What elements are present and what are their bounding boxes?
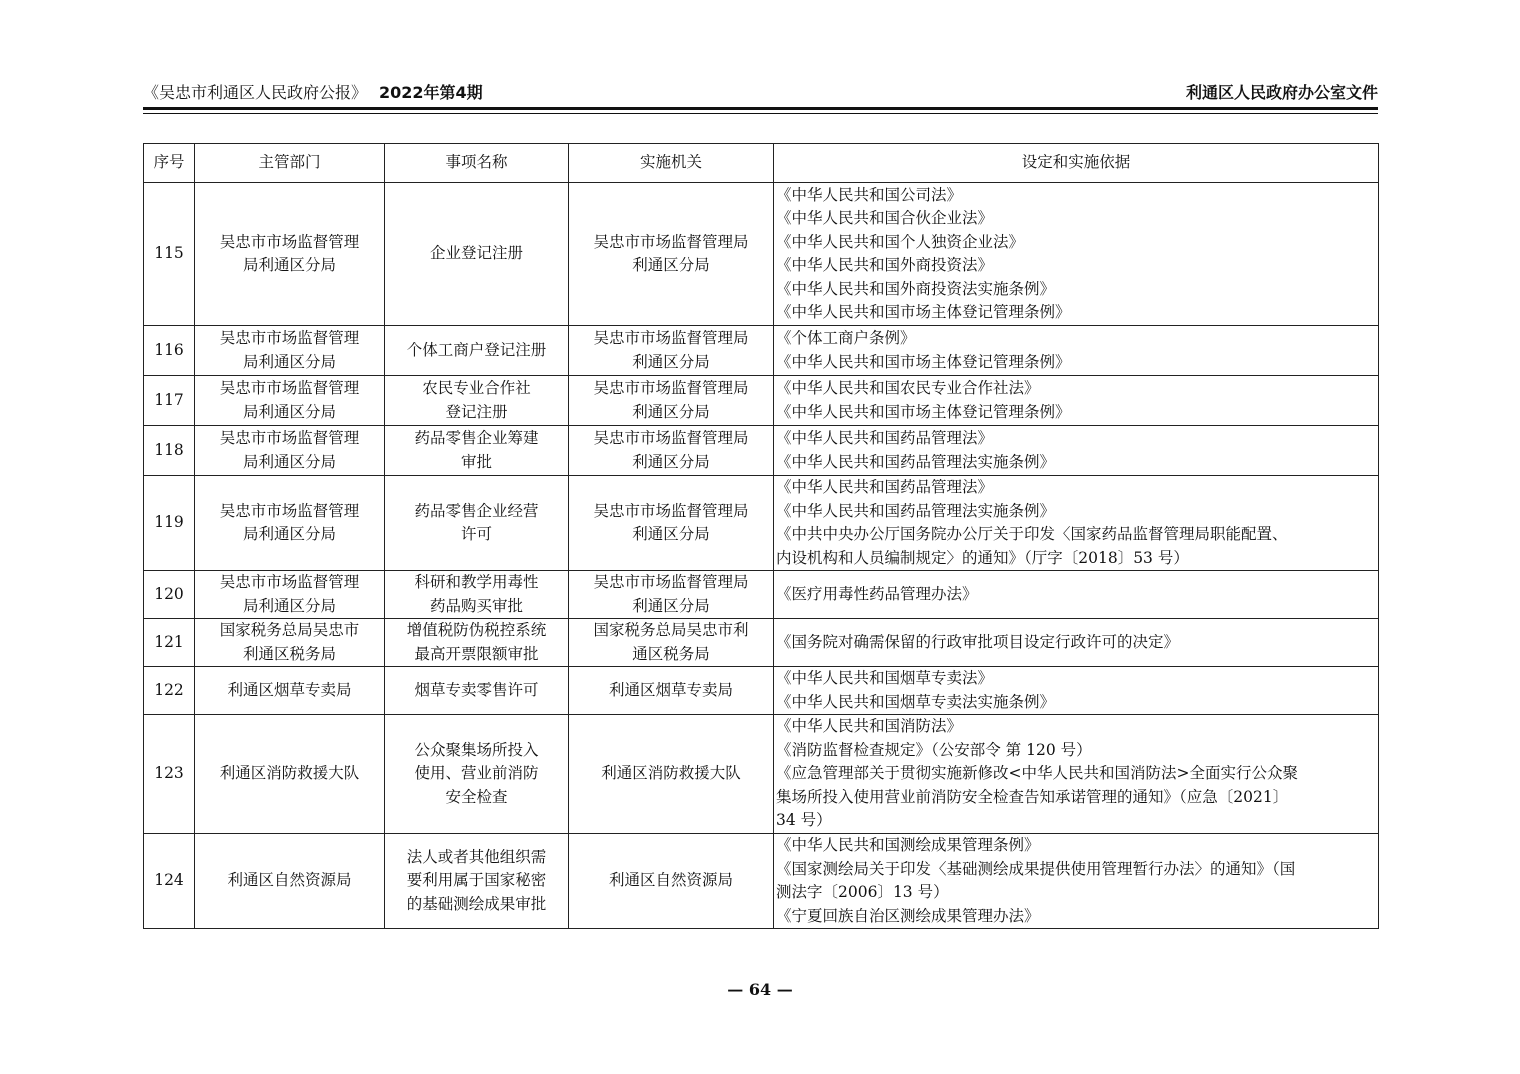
cell-basis-line: 集场所投入使用营业前消防安全检查告知承诺管理的通知》（应急〔2021〕 bbox=[776, 787, 1289, 806]
cell-basis-line: 《中华人民共和国农民专业合作社法》 bbox=[776, 379, 1040, 397]
cell-basis-line: 《国家测绘局关于印发〈基础测绘成果提供使用管理暂行办法〉的通知》（国 bbox=[776, 859, 1296, 878]
cell-basis-line: 《中华人民共和国市场主体登记管理条例》 bbox=[776, 352, 1071, 371]
cell-basis-line: 《国务院对确需保留的行政审批项目设定行政许可的决定》 bbox=[776, 632, 1180, 651]
table-row bbox=[144, 183, 1379, 326]
cell-basis bbox=[774, 619, 1379, 667]
col-header-dept: 主管部门 bbox=[195, 144, 385, 183]
cell-basis-line: 《中华人民共和国外商投资法实施条例》 bbox=[776, 279, 1056, 298]
table-row bbox=[144, 476, 1379, 571]
table-row bbox=[144, 667, 1379, 715]
header-rule-thick bbox=[143, 107, 1378, 110]
cell-item-line: 法人或者其他组织需 bbox=[406, 847, 547, 866]
cell-basis-line: 《中共中央办公厅国务院办公厅关于印发〈国家药品监督管理局职能配置、 bbox=[776, 525, 1288, 543]
cell-item-line: 药品购买审批 bbox=[429, 596, 523, 615]
cell-dept bbox=[195, 326, 385, 376]
cell-basis-line: 《中华人民共和国药品管理法》 bbox=[776, 478, 994, 496]
cell-agency bbox=[569, 715, 774, 834]
page-number: — 64 — bbox=[727, 980, 793, 999]
section-title: 利通区人民政府办公室文件 bbox=[1185, 83, 1378, 102]
cell-dept bbox=[195, 571, 385, 619]
cell-agency-line: 利通区烟草专卖局 bbox=[608, 680, 733, 699]
cell-agency-line: 吴忠市市场监督管理局 bbox=[593, 329, 749, 347]
cell-basis-line: 《中华人民共和国烟草专卖法》 bbox=[776, 669, 994, 687]
cell-dept bbox=[195, 619, 385, 667]
cell-basis bbox=[774, 834, 1379, 929]
cell-no: 118 bbox=[144, 426, 195, 476]
table-header-row bbox=[144, 144, 1379, 183]
table-row bbox=[144, 326, 1379, 376]
cell-item-line: 公众聚集场所投入 bbox=[414, 740, 539, 759]
col-header-no: 序号 bbox=[144, 144, 195, 183]
col-header-basis: 设定和实施依据 bbox=[774, 144, 1379, 183]
cell-basis-line: 34 号） bbox=[776, 811, 832, 830]
cell-item-line: 审批 bbox=[460, 452, 492, 471]
cell-basis-line: 《医疗用毒性药品管理办法》 bbox=[776, 584, 978, 603]
cell-agency bbox=[569, 619, 774, 667]
cell-agency bbox=[569, 476, 774, 571]
cell-basis-line: 《中华人民共和国药品管理法实施条例》 bbox=[776, 501, 1056, 520]
cell-dept bbox=[195, 715, 385, 834]
cell-dept-line: 局利通区分局 bbox=[242, 352, 336, 371]
cell-no: 116 bbox=[144, 326, 195, 376]
cell-item-line: 农民专业合作社 bbox=[422, 379, 531, 397]
cell-item-line: 最高开票限额审批 bbox=[414, 644, 539, 663]
cell-agency-line: 利通区分局 bbox=[632, 452, 710, 471]
cell-item bbox=[385, 571, 569, 619]
cell-basis-line: 《中华人民共和国市场主体登记管理条例》 bbox=[776, 402, 1071, 421]
cell-item-line: 企业登记注册 bbox=[429, 244, 523, 263]
cell-basis-line: 《中华人民共和国外商投资法》 bbox=[776, 256, 994, 274]
cell-no: 121 bbox=[144, 619, 195, 667]
cell-item-line: 使用、营业前消防 bbox=[414, 764, 539, 783]
cell-dept-line: 吴忠市市场监督管理 bbox=[219, 573, 360, 591]
header-rule-thin bbox=[143, 113, 1378, 114]
cell-agency-line: 利通区消防救援大队 bbox=[601, 764, 741, 783]
publication-title: 《吴忠市利通区人民政府公报》 bbox=[143, 83, 368, 102]
cell-item bbox=[385, 183, 569, 326]
col-header-item: 事项名称 bbox=[385, 144, 569, 183]
cell-dept bbox=[195, 834, 385, 929]
cell-basis-line: 《中华人民共和国烟草专卖法实施条例》 bbox=[776, 692, 1056, 711]
cell-dept-line: 局利通区分局 bbox=[242, 256, 336, 274]
cell-dept bbox=[195, 183, 385, 326]
cell-dept-line: 吴忠市市场监督管理 bbox=[219, 379, 360, 397]
cell-item-line: 的基础测绘成果审批 bbox=[406, 894, 547, 913]
cell-basis bbox=[774, 376, 1379, 426]
cell-item-line: 药品零售企业筹建 bbox=[414, 429, 539, 447]
cell-dept-line: 吴忠市市场监督管理 bbox=[219, 429, 360, 447]
cell-item bbox=[385, 426, 569, 476]
cell-agency-line: 通区税务局 bbox=[632, 644, 710, 663]
cell-basis bbox=[774, 326, 1379, 376]
cell-basis-line: 《消防监督检查规定》（公安部令 第 120 号） bbox=[776, 740, 1092, 759]
cell-agency-line: 吴忠市市场监督管理局 bbox=[593, 232, 749, 251]
cell-no: 115 bbox=[144, 183, 195, 326]
cell-basis bbox=[774, 571, 1379, 619]
cell-agency-line: 利通区分局 bbox=[632, 352, 710, 371]
cell-basis-line: 《中华人民共和国合伙企业法》 bbox=[776, 209, 994, 227]
cell-no: 120 bbox=[144, 571, 195, 619]
cell-dept-line: 利通区税务局 bbox=[242, 644, 336, 663]
table-row bbox=[144, 571, 1379, 619]
cell-item bbox=[385, 834, 569, 929]
cell-agency-line: 吴忠市市场监督管理局 bbox=[593, 429, 749, 447]
cell-item-line: 个体工商户登记注册 bbox=[406, 340, 547, 359]
cell-agency-line: 利通区自然资源局 bbox=[608, 871, 733, 890]
table-body bbox=[144, 183, 1379, 929]
cell-basis bbox=[774, 476, 1379, 571]
cell-item bbox=[385, 326, 569, 376]
cell-agency-line: 利通区分局 bbox=[632, 402, 710, 421]
cell-agency bbox=[569, 376, 774, 426]
cell-item-line: 安全检查 bbox=[445, 787, 508, 806]
header-left bbox=[143, 80, 483, 103]
page-header bbox=[143, 80, 1378, 104]
cell-item bbox=[385, 667, 569, 715]
cell-dept bbox=[195, 426, 385, 476]
cell-item bbox=[385, 715, 569, 834]
cell-dept-line: 利通区消防救援大队 bbox=[219, 764, 360, 783]
cell-dept-line: 利通区自然资源局 bbox=[227, 871, 352, 890]
cell-agency-line: 利通区分局 bbox=[632, 256, 710, 274]
cell-agency bbox=[569, 667, 774, 715]
cell-item-line: 登记注册 bbox=[445, 402, 508, 421]
table-row bbox=[144, 715, 1379, 834]
cell-no: 117 bbox=[144, 376, 195, 426]
cell-dept-line: 局利通区分局 bbox=[242, 596, 336, 615]
cell-dept-line: 局利通区分局 bbox=[242, 402, 336, 421]
col-header-agency: 实施机关 bbox=[569, 144, 774, 183]
cell-basis bbox=[774, 667, 1379, 715]
cell-dept bbox=[195, 476, 385, 571]
cell-basis-line: 内设机构和人员编制规定〉的通知》（厅字〔2018〕53 号） bbox=[776, 548, 1189, 567]
cell-agency bbox=[569, 326, 774, 376]
cell-basis-line: 《中华人民共和国公司法》 bbox=[776, 185, 963, 204]
cell-basis-line: 《个体工商户条例》 bbox=[776, 329, 916, 347]
table-row bbox=[144, 834, 1379, 929]
cell-dept-line: 吴忠市市场监督管理 bbox=[219, 329, 360, 347]
cell-agency bbox=[569, 426, 774, 476]
table-row bbox=[144, 619, 1379, 667]
cell-agency-line: 利通区分局 bbox=[632, 525, 710, 543]
cell-basis-line: 《中华人民共和国个人独资企业法》 bbox=[776, 232, 1025, 251]
table-row bbox=[144, 426, 1379, 476]
cell-dept-line: 局利通区分局 bbox=[242, 452, 336, 471]
cell-item bbox=[385, 619, 569, 667]
cell-agency-line: 利通区分局 bbox=[632, 596, 710, 615]
cell-agency-line: 国家税务总局吴忠市利 bbox=[593, 621, 749, 639]
cell-agency-line: 吴忠市市场监督管理局 bbox=[593, 501, 749, 520]
cell-item-line: 药品零售企业经营 bbox=[414, 501, 539, 520]
cell-basis bbox=[774, 426, 1379, 476]
cell-basis-line: 《宁夏回族自治区测绘成果管理办法》 bbox=[776, 906, 1040, 925]
cell-dept-line: 利通区烟草专卖局 bbox=[227, 680, 352, 699]
cell-agency-line: 吴忠市市场监督管理局 bbox=[593, 379, 749, 397]
cell-no: 124 bbox=[144, 834, 195, 929]
cell-dept-line: 国家税务总局吴忠市 bbox=[219, 621, 360, 639]
table-row bbox=[144, 376, 1379, 426]
cell-dept-line: 吴忠市市场监督管理 bbox=[219, 232, 360, 251]
approval-items-table bbox=[143, 143, 1379, 929]
cell-no: 119 bbox=[144, 476, 195, 571]
cell-basis-line: 《中华人民共和国市场主体登记管理条例》 bbox=[776, 303, 1071, 321]
cell-no: 123 bbox=[144, 715, 195, 834]
cell-basis-line: 《中华人民共和国药品管理法实施条例》 bbox=[776, 452, 1056, 471]
cell-dept bbox=[195, 376, 385, 426]
cell-basis-line: 《应急管理部关于贯彻实施新修改<中华人民共和国消防法>全面实行公众聚 bbox=[776, 764, 1298, 783]
cell-dept-line: 吴忠市市场监督管理 bbox=[219, 501, 360, 520]
cell-no: 122 bbox=[144, 667, 195, 715]
cell-agency-line: 吴忠市市场监督管理局 bbox=[593, 573, 749, 591]
cell-item bbox=[385, 376, 569, 426]
cell-basis-line: 《中华人民共和国药品管理法》 bbox=[776, 429, 994, 447]
issue-number: 2022年第4期 bbox=[379, 83, 483, 102]
cell-item-line: 许可 bbox=[460, 525, 492, 543]
cell-item bbox=[385, 476, 569, 571]
cell-item-line: 增值税防伪税控系统 bbox=[406, 621, 547, 639]
cell-dept bbox=[195, 667, 385, 715]
cell-agency bbox=[569, 571, 774, 619]
cell-item-line: 烟草专卖零售许可 bbox=[414, 680, 539, 699]
cell-basis-line: 《中华人民共和国测绘成果管理条例》 bbox=[776, 836, 1040, 854]
cell-item-line: 科研和教学用毒性 bbox=[414, 573, 539, 591]
cell-basis-line: 测法字〔2006〕13 号） bbox=[776, 883, 949, 901]
cell-basis bbox=[774, 715, 1379, 834]
cell-basis-line: 《中华人民共和国消防法》 bbox=[776, 717, 963, 736]
cell-agency bbox=[569, 183, 774, 326]
cell-item-line: 要利用属于国家秘密 bbox=[406, 871, 547, 890]
cell-agency bbox=[569, 834, 774, 929]
cell-basis bbox=[774, 183, 1379, 326]
cell-dept-line: 局利通区分局 bbox=[242, 525, 336, 543]
